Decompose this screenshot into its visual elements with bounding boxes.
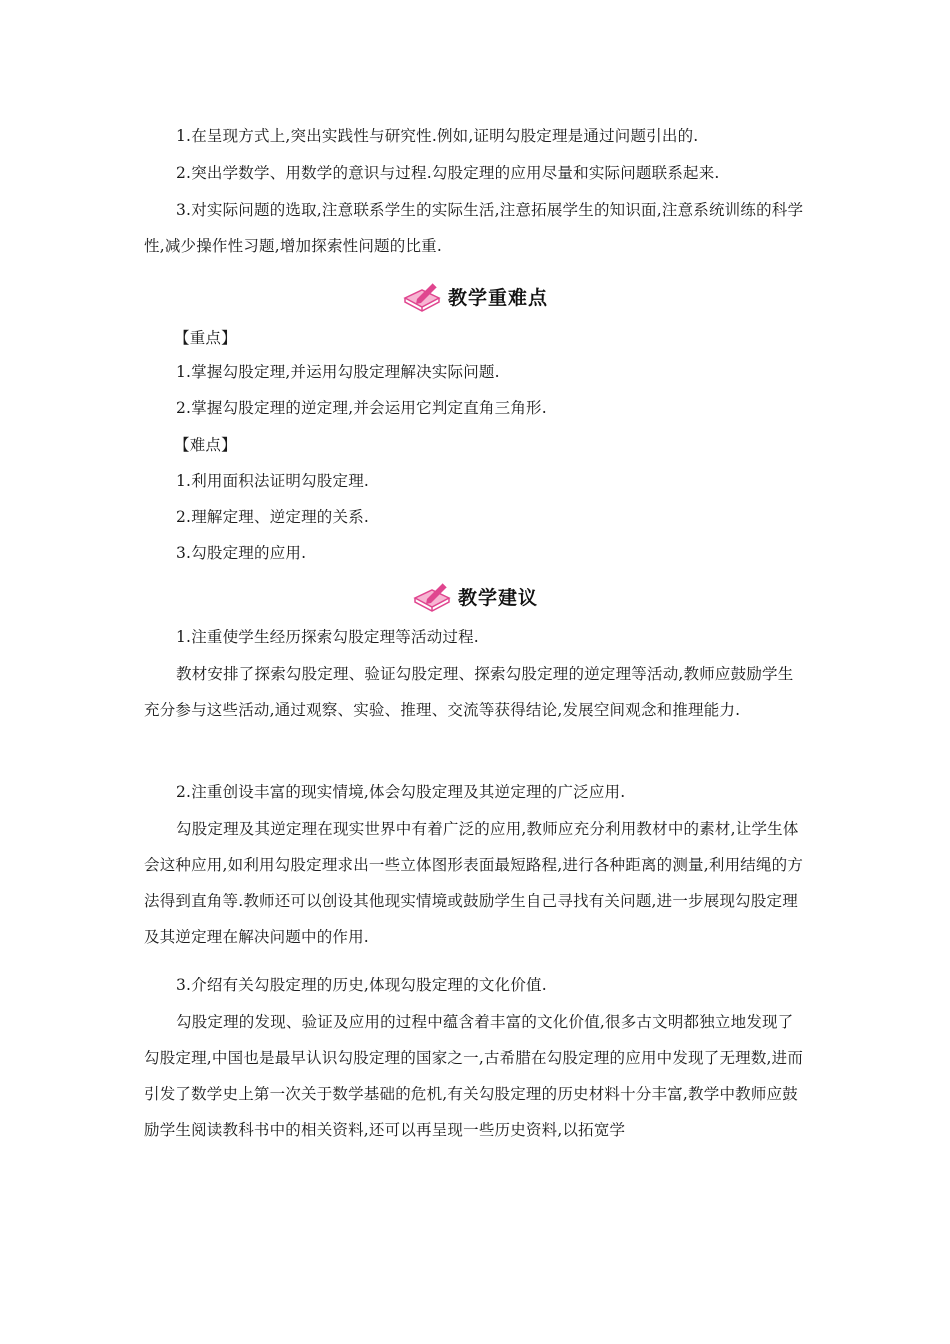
pencil-notebook-icon: [402, 280, 442, 312]
intro-item-2: 2.突出学数学、用数学的意识与过程.勾股定理的应用尽量和实际问题联系起来.: [176, 164, 720, 182]
suggestion-2-body: 勾股定理及其逆定理在现实世界中有着广泛的应用,教师应充分利用教材中的素材,让学生体会这种应用,如利用勾股定理求出一些立体图形表面最短路程,进行各种距离的测量,利用结绳的方法得到直角等.教师还可以创设其他现实情境或鼓励学生自己寻找有关问题,进一步展现勾股定理及其逆定理在解决问题中的作用.: [144, 820, 804, 946]
difficult-item-1: 1.利用面积法证明勾股定理.: [176, 472, 370, 490]
pencil-notebook-icon: [412, 580, 452, 612]
difficult-points-label: 【难点】: [174, 436, 237, 454]
key-item-2: 2.掌握勾股定理的逆定理,并会运用它判定直角三角形.: [176, 399, 547, 417]
section-title: 教学重难点: [447, 286, 548, 309]
suggestion-1-title: 1.注重使学生经历探索勾股定理等活动过程.: [176, 628, 479, 646]
section-title: 教学建议: [457, 586, 538, 609]
suggestion-3-title: 3.介绍有关勾股定理的历史,体现勾股定理的文化价值.: [176, 976, 547, 994]
difficult-item-3: 3.勾股定理的应用.: [176, 544, 307, 562]
intro-item-3: 3.对实际问题的选取,注意联系学生的实际生活,注意拓展学生的知识面,注意系统训练的科学性,减少操作性习题,增加探索性问题的比重.: [144, 201, 804, 255]
section-heading-suggestions: [0, 576, 950, 616]
key-item-1: 1.掌握勾股定理,并运用勾股定理解决实际问题.: [176, 363, 500, 381]
difficult-item-2: 2.理解定理、逆定理的关系.: [176, 508, 370, 526]
section-heading-key-difficult: [0, 276, 950, 316]
intro-item-1: 1.在呈现方式上,突出实践性与研究性.例如,证明勾股定理是通过问题引出的.: [176, 127, 699, 145]
suggestion-1-body: 教材安排了探索勾股定理、验证勾股定理、探索勾股定理的逆定理等活动,教师应鼓励学生充分参与这些活动,通过观察、实验、推理、交流等获得结论,发展空间观念和推理能力.: [144, 665, 794, 719]
key-points-label: 【重点】: [174, 329, 237, 347]
suggestion-2-title: 2.注重创设丰富的现实情境,体会勾股定理及其逆定理的广泛应用.: [176, 783, 626, 801]
suggestion-3-body: 勾股定理的发现、验证及应用的过程中蕴含着丰富的文化价值,很多古文明都独立地发现了勾股定理,中国也是最早认识勾股定理的国家之一,古希腊在勾股定理的应用中发现了无理数,进而引发了数学史上第一次关于数学基础的危机,有关勾股定理的历史材料十分丰富,教学中教师应鼓励学生阅读教科书中的相关资料,还可以再呈现一些历史资料,以拓宽学: [144, 1013, 804, 1139]
